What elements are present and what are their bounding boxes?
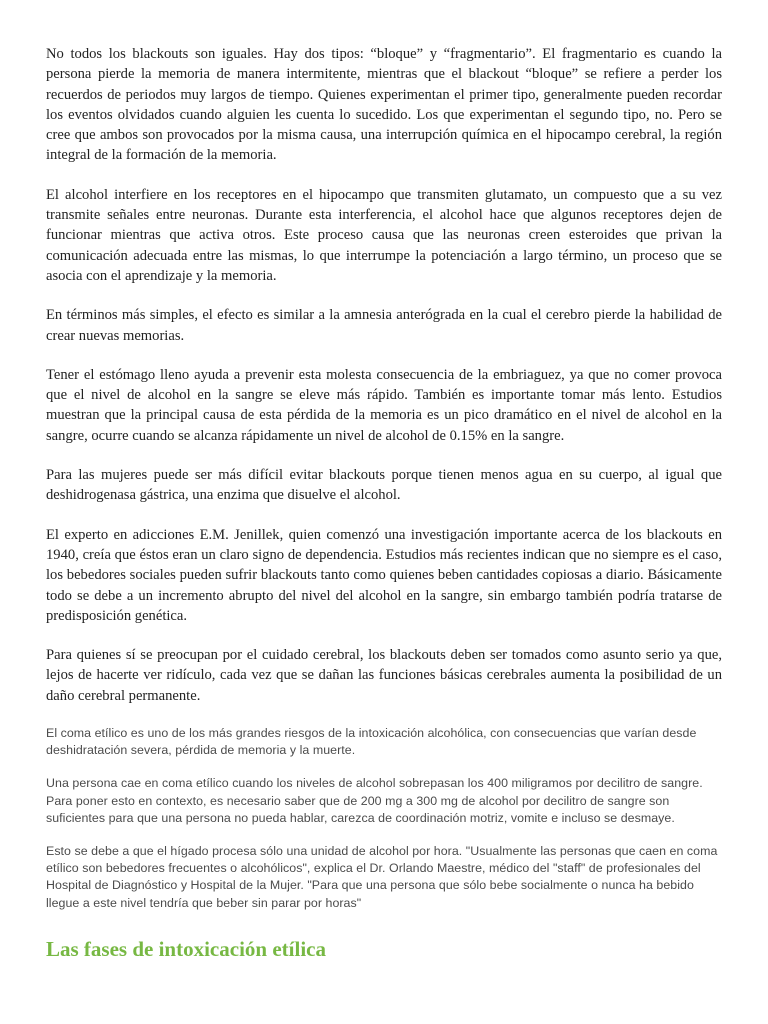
paragraph-amnesia: En términos más simples, el efecto es similar a la amnesia anterógrada en la cual el cerebro pierde la habilidad de crear nuevas memorias. xyxy=(46,307,722,344)
paragraph-ethylic-coma: El coma etílico es uno de los más grandes riesgos de la intoxicación alcohólica, con consecuencias que varían desde deshidratación severa, pérdida de memoria y la muerte. xyxy=(46,726,697,758)
article-body xyxy=(46,44,722,962)
paragraph-full-stomach: Tener el estómago lleno ayuda a prevenir esta molesta consecuencia de la embriaguez, ya que no comer provoca que el nivel de alcohol en la sangre se eleve más rápido. También es importante tomar más lento. Estudios muestran que la principal causa de esta pérdida de la memoria es un pico dramático en el nivel de alcohol en la sangre, ocurre cuando se alcanza rápidamente un nivel de alcohol de 0.15% en la sangre. xyxy=(46,366,722,444)
paragraph-alcohol-levels: Una persona cae en coma etílico cuando los niveles de alcohol sobrepasan los 400 miligramos por decilitro de sangre. Para poner esto en contexto, es necesario saber que de 200 mg a 300 mg de alcohol por decilitro de sangre son suficientes para que una persona no pueda hablar, carezca de coordinación motriz, vomite e incluso se desmaye. xyxy=(46,776,703,825)
paragraph-women: Para las mujeres puede ser más difícil evitar blackouts porque tienen menos agua en su cuerpo, al igual que deshidrogenasa gástrica, una enzima que disuelve el alcohol. xyxy=(46,467,722,504)
paragraph-blackout-types: No todos los blackouts son iguales. Hay dos tipos: “bloque” y “fragmentario”. El fragmentario es cuando la persona pierde la memoria de manera intermitente, mientras que el blackout “bloque” se refiere a perder los recuerdos de periodos muy largos de tiempo. Quienes experimentan el primer tipo, generalmente pueden recordar los eventos olvidados cuando alguien les cuenta lo sucedido. Los que experimentan el segundo tipo, no. Pero se cree que ambos son provocados por la misma causa, una interrupción química en el hipocampo cerebral, la región integral de la formación de la memoria. xyxy=(46,46,722,164)
section-heading: Las fases de intoxicación etílica xyxy=(46,936,326,961)
paragraph-liver: Esto se debe a que el hígado procesa sólo una unidad de alcohol por hora. "Usualmente las personas que caen en coma etílico son bebedores frecuentes o alcohólicos", explica el Dr. Orlando Maestre, médico del "staff" de profesionales del Hospital de Diagnóstico y Hospital de la Mujer. "Para que una persona que sólo bebe socialmente o nunca ha bebido llegue a este nivel tendría que beber sin parar por horas" xyxy=(46,844,718,910)
paragraph-brain-care: Para quienes sí se preocupan por el cuidado cerebral, los blackouts deben ser tomados como asunto serio ya que, lejos de hacerte ver ridículo, cada vez que se dañan las funciones básicas cerebrales aumenta la posibilidad de un daño cerebral permanente. xyxy=(46,647,722,704)
paragraph-expert: El experto en adicciones E.M. Jenillek, quien comenzó una investigación importante acerca de los blackouts en 1940, creía que éstos eran un claro signo de dependencia. Estudios más recientes indican que no siempre es el caso, los bebedores sociales pueden sufrir blackouts tanto como quienes beben cantidades copiosas a diario. Básicamente todo se debe a un incremento abrupto del nivel del alcohol en la sangre, sin embargo también podría tratarse de predisposición genética. xyxy=(46,526,722,624)
paragraph-hippocampus: El alcohol interfiere en los receptores en el hipocampo que transmiten glutamato, un compuesto que a su vez transmite señales entre neuronas. Durante esta interferencia, el alcohol hace que algunos receptores dejen de funcionar mientras que activa otros. Este proceso causa que las neuronas creen esteroides que privan la comunicación adecuada entre las mismas, lo que interrumpe la potenciación a largo término, un proceso que se asocia con el aprendizaje y la memoria. xyxy=(46,186,722,284)
